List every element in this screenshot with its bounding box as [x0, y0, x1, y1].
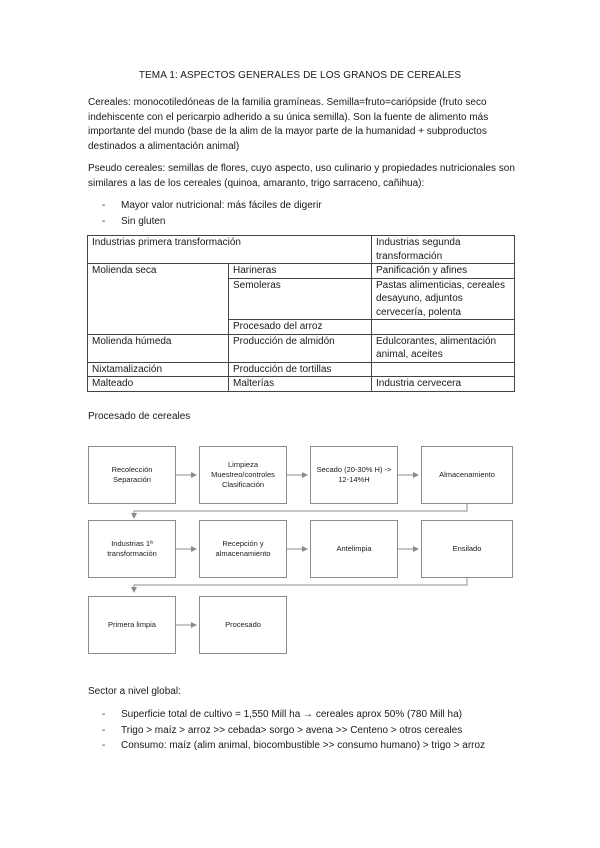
list-item: - Consumo: maíz (alim animal, biocombustible >> consumo humano) > trigo > arroz: [102, 740, 486, 751]
table-cell: Industria cervecera: [372, 377, 515, 392]
flow-step-primera-limpia: Primera limpia: [88, 596, 176, 654]
pseudo-cereals-paragraph: Pseudo cereales: semillas de flores, cuyo aspecto, uso culinario y propiedades nutricionales son similares a las de los cereales (quinoa, amaranto, trigo sarraceno, cañihua):: [88, 163, 515, 189]
table-cell: Nixtamalización: [88, 362, 229, 377]
sector-list: [88, 707, 528, 754]
table-header-cell: Industrias primera transformación: [88, 236, 372, 264]
table-cell: Malteado: [88, 377, 229, 392]
table-cell: Procesado del arroz: [229, 320, 372, 335]
flow-step-antelimpia: Antelimpia: [310, 520, 398, 578]
table-cell: Molienda seca: [88, 264, 229, 335]
cereals-paragraph: Cereales: monocotiledóneas de la familia gramíneas. Semilla=fruto=cariópside (fruto seco indehiscente con el pericarpio adherido a su única semilla). Son la fuente de alimento más importante del mundo (base de la alim de la mayor parte de la humanidad + subproductos destinados a alimentación animal): [88, 97, 489, 152]
flow-step-procesado: Procesado: [199, 596, 287, 654]
flow-step-recepcion: Recepción y almacenamiento: [199, 520, 287, 578]
flow-step-ensilado: Ensilado: [421, 520, 513, 578]
document-title: TEMA 1: ASPECTOS GENERALES DE LOS GRANOS DE CEREALES: [138, 70, 462, 81]
flow-title: Procesado de cereales: [88, 411, 191, 422]
flow-arrow: [134, 504, 467, 518]
table-cell: Malterías: [229, 377, 372, 392]
table-cell: Producción de almidón: [229, 334, 372, 362]
table-cell: Edulcorantes, alimentación animal, aceites: [372, 334, 515, 362]
flow-step-industrias: Industrias 1ª transformación: [88, 520, 176, 578]
flow-arrow: [134, 578, 467, 592]
list-item: - Trigo > maíz > arroz >> cebada> sorgo > avena >> Centeno > otros cereales: [102, 724, 463, 736]
table-header-cell: Industrias segunda transformación: [372, 236, 515, 264]
flow-step-recoleccion: Recolección Separación: [88, 446, 176, 504]
flow-step-secado: Secado (20-30% H) -> 12-14%H: [310, 446, 398, 504]
list-item: - Sin gluten: [102, 215, 166, 227]
flow-step-limpieza: Limpieza Muestreo/controles Clasificación: [199, 446, 287, 504]
table-cell: Molienda húmeda: [88, 334, 229, 362]
table-cell: Harineras: [229, 264, 372, 279]
table-cell: Pastas alimenticias, cereales desayuno, adjuntos cervecería, polenta: [372, 278, 515, 320]
flow-step-almacenamiento: Almacenamiento: [421, 446, 513, 504]
table-cell: Panificación y afines: [372, 264, 515, 279]
table-cell: Producción de tortillas: [229, 362, 372, 377]
sector-title: Sector a nivel global:: [88, 686, 181, 697]
list-item: - Superficie total de cultivo = 1,550 Mill ha → cereales aprox 50% (780 Mill ha): [102, 709, 463, 720]
table-cell: Semoleras: [229, 278, 372, 320]
list-item: - Mayor valor nutricional: más fáciles de digerir: [102, 200, 322, 211]
